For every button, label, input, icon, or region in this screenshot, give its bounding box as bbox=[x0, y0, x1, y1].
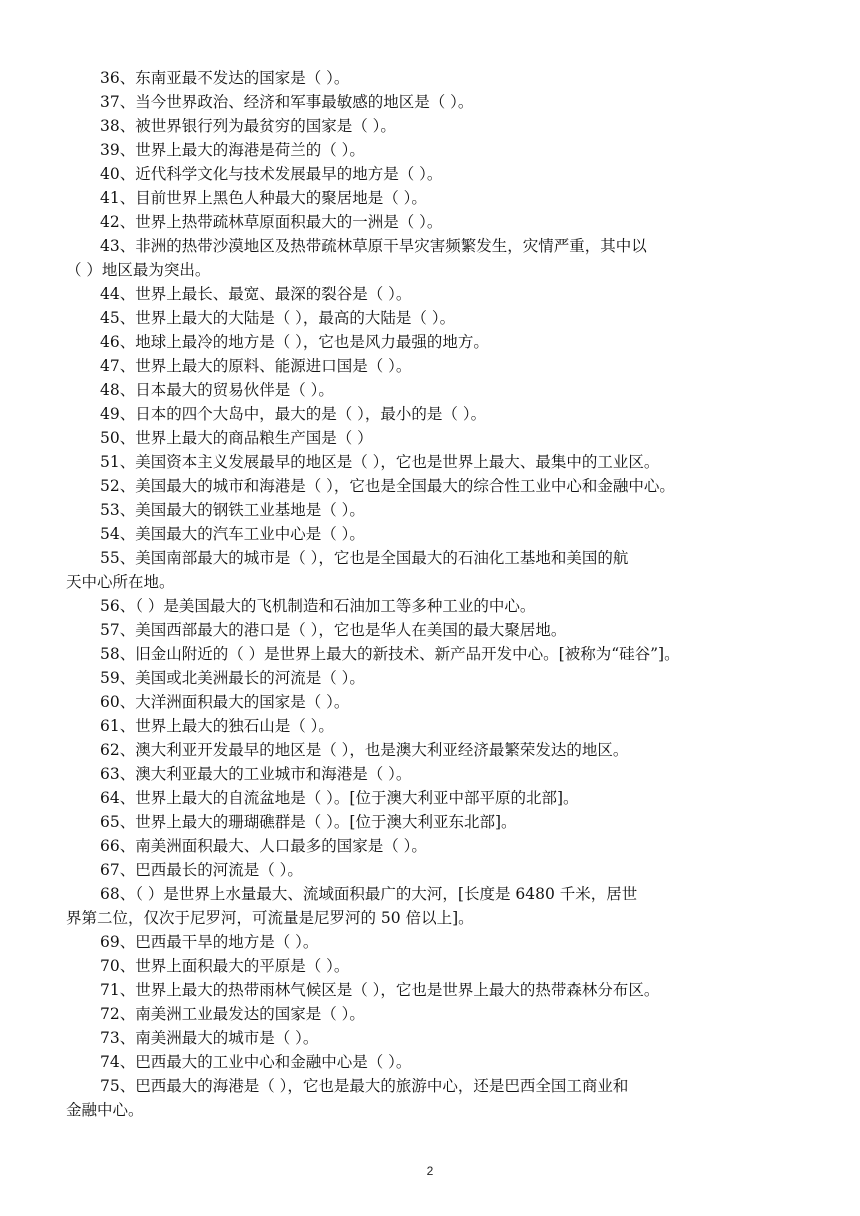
page-number: 2 bbox=[426, 1164, 434, 1178]
question-q62: 62、澳大利亚开发最早的地区是（ ），也是澳大利亚经济最繁荣发达的地区。 bbox=[100, 741, 629, 759]
question-q44: 44、世界上最长、最宽、最深的裂谷是（ ）。 bbox=[100, 285, 412, 303]
question-q65: 65、世界上最大的珊瑚礁群是（ ）。[位于澳大利亚东北部]。 bbox=[100, 813, 517, 831]
question-q55: 55、美国南部最大的城市是（ ），它也是全国最大的石油化工基地和美国的航 bbox=[100, 549, 629, 567]
question-q75-cont: 金融中心。 bbox=[66, 1101, 144, 1119]
question-q67: 67、巴西最长的河流是（ ）。 bbox=[100, 861, 303, 879]
question-q50: 50、世界上最大的商品粮生产国是（ ） bbox=[100, 429, 373, 447]
question-q49: 49、日本的四个大岛中，最大的是（ ），最小的是（ ）。 bbox=[100, 405, 487, 423]
question-q61: 61、世界上最大的独石山是（ ）。 bbox=[100, 717, 334, 735]
question-q47: 47、世界上最大的原料、能源进口国是（ ）。 bbox=[100, 357, 412, 375]
question-q41: 41、目前世界上黑色人种最大的聚居地是（ ）。 bbox=[100, 189, 427, 207]
question-q45: 45、世界上最大的大陆是（ ），最高的大陆是（ ）。 bbox=[100, 309, 456, 327]
question-q64: 64、世界上最大的自流盆地是（ ）。[位于澳大利亚中部平原的北部]。 bbox=[100, 789, 579, 807]
question-q66: 66、南美洲面积最大、人口最多的国家是（ ）。 bbox=[100, 837, 427, 855]
question-q54: 54、美国最大的汽车工业中心是（ ）。 bbox=[100, 525, 365, 543]
question-q69: 69、巴西最干旱的地方是（ ）。 bbox=[100, 933, 319, 951]
question-q48: 48、日本最大的贸易伙伴是（ ）。 bbox=[100, 381, 334, 399]
question-q57: 57、美国西部最大的港口是（ ），它也是华人在美国的最大聚居地。 bbox=[100, 621, 567, 639]
question-q38: 38、被世界银行列为最贫穷的国家是（ ）。 bbox=[100, 117, 396, 135]
question-q39: 39、世界上最大的海港是荷兰的（ ）。 bbox=[100, 141, 365, 159]
question-q42: 42、世界上热带疏林草原面积最大的一洲是（ ）。 bbox=[100, 213, 443, 231]
question-q75: 75、巴西最大的海港是（ ），它也是最大的旅游中心，还是巴西全国工商业和 bbox=[100, 1077, 629, 1095]
question-q73: 73、南美洲最大的城市是（ ）。 bbox=[100, 1029, 319, 1047]
question-q37: 37、当今世界政治、经济和军事最敏感的地区是（ ）。 bbox=[100, 93, 474, 111]
question-q68: 68、（ ）是世界上水量最大、流域面积最广的大河，[长度是 6480 千米，居世 bbox=[100, 885, 638, 903]
question-q72: 72、南美洲工业最发达的国家是（ ）。 bbox=[100, 1005, 365, 1023]
question-q59: 59、美国或北美洲最长的河流是（ ）。 bbox=[100, 669, 365, 687]
question-q70: 70、世界上面积最大的平原是（ ）。 bbox=[100, 957, 350, 975]
question-q46: 46、地球上最冷的地方是（ ），它也是风力最强的地方。 bbox=[100, 333, 489, 351]
question-q36: 36、东南亚最不发达的国家是（ ）。 bbox=[100, 69, 350, 87]
question-q40: 40、近代科学文化与技术发展最早的地方是（ ）。 bbox=[100, 165, 443, 183]
question-q52: 52、美国最大的城市和海港是（ ），它也是全国最大的综合性工业中心和金融中心。 bbox=[100, 477, 675, 495]
question-q55-cont: 天中心所在地。 bbox=[66, 573, 175, 591]
question-q63: 63、澳大利亚最大的工业城市和海港是（ ）。 bbox=[100, 765, 412, 783]
question-q60: 60、大洋洲面积最大的国家是（ ）。 bbox=[100, 693, 350, 711]
question-q71: 71、世界上最大的热带雨林气候区是（ ），它也是世界上最大的热带森林分布区。 bbox=[100, 981, 660, 999]
question-q58: 58、旧金山附近的（ ）是世界上最大的新技术、新产品开发中心。[被称为“硅谷”]。 bbox=[100, 645, 680, 663]
question-q68-cont: 界第二位，仅次于尼罗河，可流量是尼罗河的 50 倍以上]。 bbox=[66, 909, 474, 927]
question-q51: 51、美国资本主义发展最早的地区是（ ），它也是世界上最大、最集中的工业区。 bbox=[100, 453, 660, 471]
question-q43: 43、非洲的热带沙漠地区及热带疏林草原干旱灾害频繁发生，灾情严重，其中以 bbox=[100, 237, 647, 255]
question-q53: 53、美国最大的钢铁工业基地是（ ）。 bbox=[100, 501, 365, 519]
question-q74: 74、巴西最大的工业中心和金融中心是（ ）。 bbox=[100, 1053, 412, 1071]
question-q56: 56、（ ）是美国最大的飞机制造和石油加工等多种工业的中心。 bbox=[100, 597, 536, 615]
question-q43-cont: （ ）地区最为突出。 bbox=[66, 261, 211, 279]
